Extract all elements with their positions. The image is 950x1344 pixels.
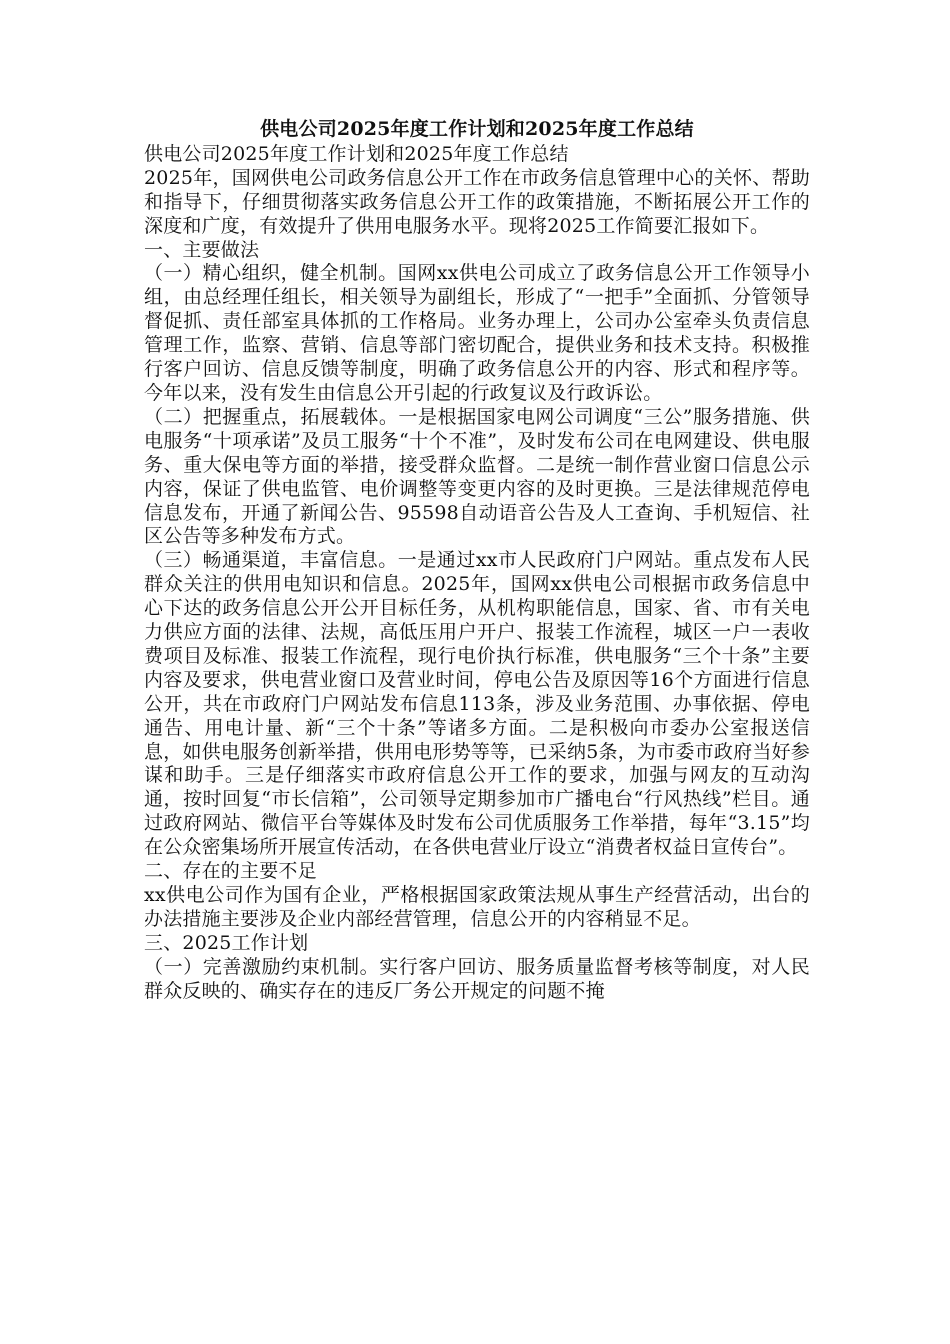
paragraph-organization: （一）精心组织，健全机制。国网xx供电公司成立了政务信息公开工作领导小组，由总经理任组长，相关领导为副组长，形成了“一把手”全面抓、分管领导督促抓、责任部室具体抓的工作格局。业务办理上，公司办公室牵头负责信息管理工作，监察、营销、信息等部门密切配合，提供业务和技术支持。积极推行客户回访、信息反馈等制度，明确了政务信息公开的内容、形式和程序等。今年以来，没有发生由信息公开引起的行政复议及行政诉讼。 <box>144 262 810 404</box>
intro-paragraph: 2025年，国网供电公司政务信息公开工作在市政务信息管理中心的关怀、帮助和指导下，仔细贯彻落实政务信息公开工作的政策措施，不断拓展公开工作的深度和广度，有效提升了供用电服务水平。现将2025工作简要汇报如下。 <box>144 166 810 237</box>
section-heading-main-practices: 一、主要做法 <box>144 238 260 261</box>
section-heading-shortcomings: 二、存在的主要不足 <box>144 860 317 883</box>
paragraph-incentive-mechanism: （一）完善激励约束机制。实行客户回访、服务质量监督考核等制度，对人民群众反映的、确实存在的违反厂务公开规定的问题不掩 <box>144 955 810 1002</box>
section-heading-work-plan: 三、2025工作计划 <box>144 931 309 954</box>
paragraph-channels: （三）畅通渠道，丰富信息。一是通过xx市人民政府门户网站。重点发布人民群众关注的供用电知识和信息。2025年，国网xx供电公司根据市政务信息中心下达的政务信息公开公开目标任务，从机构职能信息，国家、省、市有关电力供应方面的法律、法规，高低压用户开户、报装工作流程，城区一户一表收费项目及标准、报装工作流程，现行电价执行标准，供电服务“三个十条”主要内容及要求，供电营业窗口及营业时间，停电公告及原因等16个方面进行信息公开，共在市政府门户网站发布信息113条，涉及业务范围、办事依据、停电通告、用电计量、新“三个十条”等诸多方面。二是积极向市委办公室报送信息，如供电服务创新举措，供用电形势等等，已采纳5条，为市委市政府当好参谋和助手。三是仔细落实市政府信息公开工作的要求，加强与网友的互动沟通，按时回复“市长信箱”，公司领导定期参加市广播电台“行风热线”栏目。通过政府网站、微信平台等媒体及时发布公司优质服务工作举措，每年“3.15”均在公众密集场所开展宣传活动，在各供电营业厅设立“消费者权益日宣传台”。 <box>144 549 810 859</box>
paragraph-focus: （二）把握重点，拓展载体。一是根据国家电网公司调度“三公”服务措施、供电服务“十项承诺”及员工服务“十个不准”，及时发布公司在电网建设、供电服务、重大保电等方面的举措，接受群众监督。二是统一制作营业窗口信息公示内容，保证了供电监管、电价调整等变更内容的及时更换。三是法律规范停电信息发布，开通了新闻公告、95598自动语音公告及人工查询、手机短信、社区公告等多种发布方式。 <box>144 405 810 548</box>
document-page <box>144 118 810 1004</box>
document-title: 供电公司2025年度工作计划和2025年度工作总结 <box>260 118 694 140</box>
document-subtitle: 供电公司2025年度工作计划和2025年度工作总结 <box>144 142 569 165</box>
paragraph-shortcomings: xx供电公司作为国有企业，严格根据国家政策法规从事生产经营活动，出台的办法措施主要涉及企业内部经营管理，信息公开的内容稍显不足。 <box>144 884 810 930</box>
